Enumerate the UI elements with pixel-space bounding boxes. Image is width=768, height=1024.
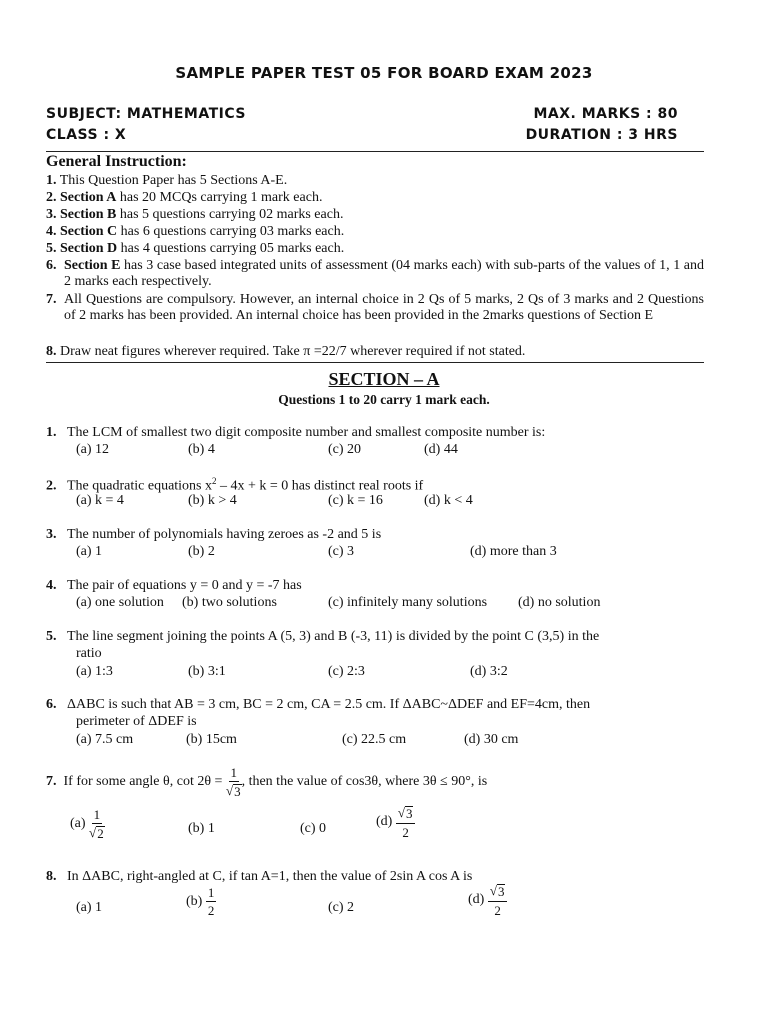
max-marks-label: MAX. MARKS : 80 — [533, 106, 678, 122]
option-d: (d) √ 3 2 — [376, 806, 415, 839]
question-7: 7. If for some angle θ, cot 2θ = 1 √ 3 , then the value of cos3θ, where 3θ ≤ 90°, is — [46, 765, 488, 799]
option-d: (d) k < 4 — [424, 493, 473, 508]
option-a: (a) 1 √ 2 — [70, 807, 104, 841]
option-a: (a) 12 — [76, 442, 110, 457]
duration-label: DURATION : 3 HRS — [525, 127, 678, 143]
option-b: (b) $\frac{1}{2}$ — [186, 885, 215, 918]
question-8: 8. In ΔABC, right-angled at C, if tan A=1, then the value of 2sin A cos A is — [46, 869, 473, 884]
option-b: (b) two solutions — [182, 595, 277, 610]
instruction-item: 1. This Question Paper has 5 Sections A-E. — [46, 173, 288, 188]
option-d: (d) 30 cm — [464, 732, 519, 747]
option-c: (c) k = 16 — [328, 493, 383, 508]
option-c: (c) 22.5 cm — [342, 732, 407, 747]
option-a: (a) one solution — [76, 595, 164, 610]
instruction-item: 2. Section A has 20 MCQs carrying 1 mark each. — [46, 190, 323, 205]
option-d: (d) 3:2 — [470, 664, 508, 679]
instructions-heading: General Instruction: — [46, 153, 187, 170]
option-a: (a) 1 — [76, 544, 103, 559]
instruction-item: 8. Draw neat figures wherever required. Take π =22/7 wherever required if not stated. — [46, 344, 526, 359]
option-d: (d) more than 3 — [470, 544, 557, 559]
question-3: 3. The number of polynomials having zeroes as -2 and 5 is — [46, 527, 382, 542]
question-6: 6. ΔABC is such that AB = 3 cm, BC = 2 cm, CA = 2.5 cm. If ΔABC~ΔDEF and EF=4cm, then — [46, 697, 591, 712]
option-a: (a) 1:3 — [76, 664, 113, 679]
question-2: 2. The quadratic equations $x^2 - 4x + k = 0$ has distinct real roots if — [46, 476, 424, 494]
section-title: SECTION – A — [328, 369, 440, 389]
fraction: 1 √ 3 — [225, 765, 241, 799]
option-c: (c) infinitely many solutions — [328, 595, 488, 610]
instruction-item: 4. Section C has 6 questions carrying 03 marks each. — [46, 224, 345, 239]
option-c: (c) 2 — [328, 900, 355, 915]
option-b: (b) 1 — [188, 821, 215, 836]
option-c: (c) 2:3 — [328, 664, 365, 679]
class-label: CLASS : X — [46, 127, 127, 143]
instructions-divider — [46, 362, 704, 363]
option-a: (a) 7.5 cm — [76, 732, 134, 747]
option-c: (c) 3 — [328, 544, 355, 559]
question-5-continued: ratio — [76, 646, 102, 661]
option-d: (d) 44 — [424, 442, 458, 457]
header-divider — [46, 151, 704, 152]
question-4: 4. The pair of equations y = 0 and y = -7 has — [46, 578, 302, 593]
section-subtitle: Questions 1 to 20 carry 1 mark each. — [278, 392, 490, 407]
instruction-item: 5. Section D has 4 questions carrying 05 marks each. — [46, 241, 345, 256]
paper-title: SAMPLE PAPER TEST 05 FOR BOARD EXAM 2023 — [175, 64, 593, 82]
instruction-item: 6. Section E has 3 case based integrated units of assessment (04 marks each) with sub-parts of the values of 1, 1 and 2 marks each respectively. — [46, 258, 704, 289]
option-a: (a) k = 4 — [76, 493, 124, 508]
option-d: (d) no solution — [518, 595, 601, 610]
option-b: (b) 15cm — [186, 732, 237, 747]
option-b: (b) 4 — [188, 442, 215, 457]
option-c: (c) 0 — [300, 821, 327, 836]
option-b: (b) k > 4 — [188, 493, 237, 508]
subject-label: SUBJECT: MATHEMATICS — [46, 106, 246, 122]
instruction-item: 7. All Questions are compulsory. However, an internal choice in 2 Qs of 5 marks, 2 Qs of 3 marks and 2 Questions of 2 marks has been provided. An internal choice has been provided in the 2marks questions of Section E — [46, 292, 704, 323]
option-b: (b) 2 — [188, 544, 215, 559]
question-6-continued: perimeter of ΔDEF is — [76, 714, 197, 729]
option-b: (b) 3:1 — [188, 664, 226, 679]
question-5: 5. The line segment joining the points A (5, 3) and B (-3, 11) is divided by the point C (3,5) in the — [46, 629, 600, 644]
option-a: (a) 1 — [76, 900, 103, 915]
option-d: (d) √ 3 2 — [468, 884, 507, 917]
question-1: 1. The LCM of smallest two digit composite number and smallest composite number is: — [46, 425, 546, 440]
instruction-item: 3. Section B has 5 questions carrying 02 marks each. — [46, 207, 344, 222]
option-c: (c) 20 — [328, 442, 362, 457]
